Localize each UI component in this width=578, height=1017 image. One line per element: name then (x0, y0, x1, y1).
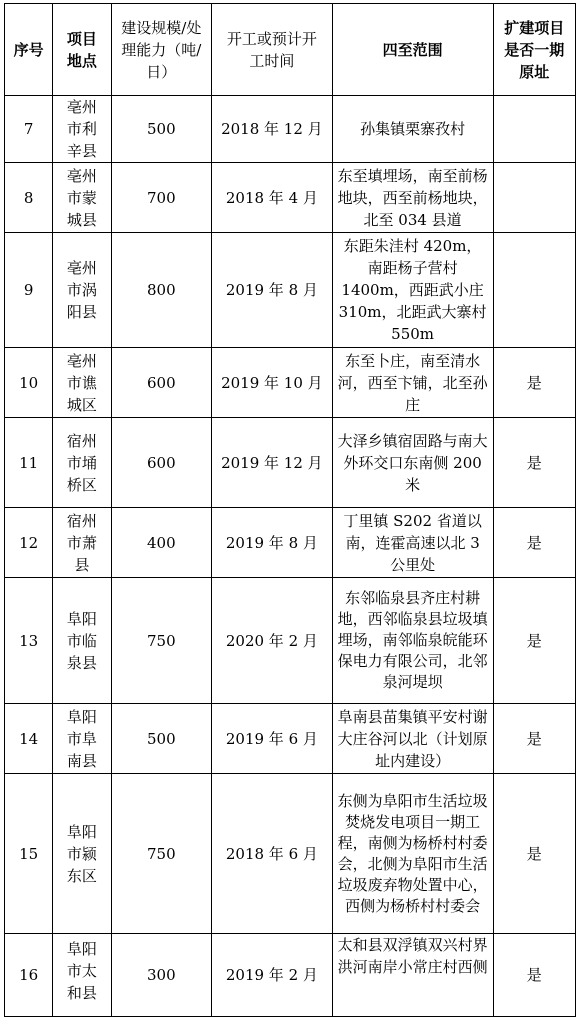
cell-capacity: 600 (111, 418, 212, 508)
table-row (5, 934, 576, 1017)
cell-expansion: 是 (493, 578, 575, 704)
cell-scope: 东至卜庄，南至清水河，西至卞铺，北至孙庄 (332, 348, 493, 418)
cell-seq: 8 (5, 163, 53, 233)
cell-expansion (493, 163, 575, 233)
cell-scope: 东距朱洼村 420m，南距杨子营村 1400m，西距武小庄 310m，北距武大寨村 550m (332, 233, 493, 348)
cell-capacity: 600 (111, 348, 212, 418)
cell-location: 阜阳市阜南县 (53, 704, 111, 774)
cell-seq: 12 (5, 508, 53, 578)
cell-location: 宿州市萧县 (53, 508, 111, 578)
cell-expansion (493, 233, 575, 348)
cell-location: 亳州市利辛县 (53, 96, 111, 163)
cell-location: 亳州市谯城区 (53, 348, 111, 418)
cell-location: 阜阳市颍东区 (53, 774, 111, 934)
cell-expansion: 是 (493, 704, 575, 774)
cell-location: 宿州市埇桥区 (53, 418, 111, 508)
cell-start-time: 2019 年 12 月 (212, 418, 333, 508)
cell-expansion: 是 (493, 508, 575, 578)
table-row (5, 774, 576, 934)
table-row (5, 163, 576, 233)
cell-scope: 孙集镇栗寨孜村 (332, 96, 493, 163)
header-capacity: 建设规模/处理能力（吨/日） (111, 4, 212, 96)
cell-seq: 10 (5, 348, 53, 418)
header-seq: 序号 (5, 4, 53, 96)
project-table (4, 3, 576, 1017)
header-scope: 四至范围 (332, 4, 493, 96)
cell-start-time: 2019 年 10 月 (212, 348, 333, 418)
table-row (5, 578, 576, 704)
header-expansion: 扩建项目是否一期原址 (493, 4, 575, 96)
cell-capacity: 300 (111, 934, 212, 1017)
cell-seq: 11 (5, 418, 53, 508)
cell-capacity: 500 (111, 704, 212, 774)
table-row (5, 418, 576, 508)
cell-location: 亳州市蒙城县 (53, 163, 111, 233)
table-row (5, 508, 576, 578)
cell-expansion (493, 96, 575, 163)
cell-seq: 7 (5, 96, 53, 163)
cell-capacity: 700 (111, 163, 212, 233)
header-location: 项目地点 (53, 4, 111, 96)
cell-seq: 13 (5, 578, 53, 704)
header-row (5, 4, 576, 96)
cell-capacity: 400 (111, 508, 212, 578)
table-row (5, 96, 576, 163)
cell-start-time: 2018 年 6 月 (212, 774, 333, 934)
cell-scope: 丁里镇 S202 省道以南，连霍高速以北 3 公里处 (332, 508, 493, 578)
cell-seq: 14 (5, 704, 53, 774)
cell-start-time: 2019 年 6 月 (212, 704, 333, 774)
cell-start-time: 2019 年 8 月 (212, 508, 333, 578)
cell-seq: 9 (5, 233, 53, 348)
header-start-time: 开工或预计开工时间 (212, 4, 333, 96)
table-row (5, 704, 576, 774)
cell-capacity: 500 (111, 96, 212, 163)
cell-seq: 16 (5, 934, 53, 1017)
cell-capacity: 750 (111, 578, 212, 704)
cell-start-time: 2018 年 12 月 (212, 96, 333, 163)
cell-scope: 东邻临泉县齐庄村耕地，西邻临泉县垃圾填埋场，南邻临泉皖能环保电力有限公司，北邻泉河堤坝 (332, 578, 493, 704)
cell-location: 阜阳市太和县 (53, 934, 111, 1017)
cell-capacity: 800 (111, 233, 212, 348)
cell-scope: 东侧为阜阳市生活垃圾焚烧发电项目一期工程，南侧为杨桥村村委会，北侧为阜阳市生活垃圾废弃物处置中心，西侧为杨桥村村委会 (332, 774, 493, 934)
table-row (5, 348, 576, 418)
cell-scope: 大泽乡镇宿固路与南大外环交口东南侧 200 米 (332, 418, 493, 508)
cell-scope: 阜南县苗集镇平安村谢大庄谷河以北（计划原址内建设） (332, 704, 493, 774)
cell-expansion: 是 (493, 348, 575, 418)
cell-expansion: 是 (493, 934, 575, 1017)
cell-scope: 东至填埋场，南至前杨地块，西至前杨地块，北至 034 县道 (332, 163, 493, 233)
cell-expansion: 是 (493, 774, 575, 934)
cell-location: 亳州市涡阳县 (53, 233, 111, 348)
cell-location: 阜阳市临泉县 (53, 578, 111, 704)
table-row (5, 233, 576, 348)
cell-expansion: 是 (493, 418, 575, 508)
cell-start-time: 2019 年 8 月 (212, 233, 333, 348)
cell-start-time: 2019 年 2 月 (212, 934, 333, 1017)
cell-seq: 15 (5, 774, 53, 934)
cell-start-time: 2018 年 4 月 (212, 163, 333, 233)
cell-start-time: 2020 年 2 月 (212, 578, 333, 704)
cell-capacity: 750 (111, 774, 212, 934)
cell-scope: 太和县双浮镇双兴村界洪河南岸小常庄村西侧 (332, 934, 493, 1017)
